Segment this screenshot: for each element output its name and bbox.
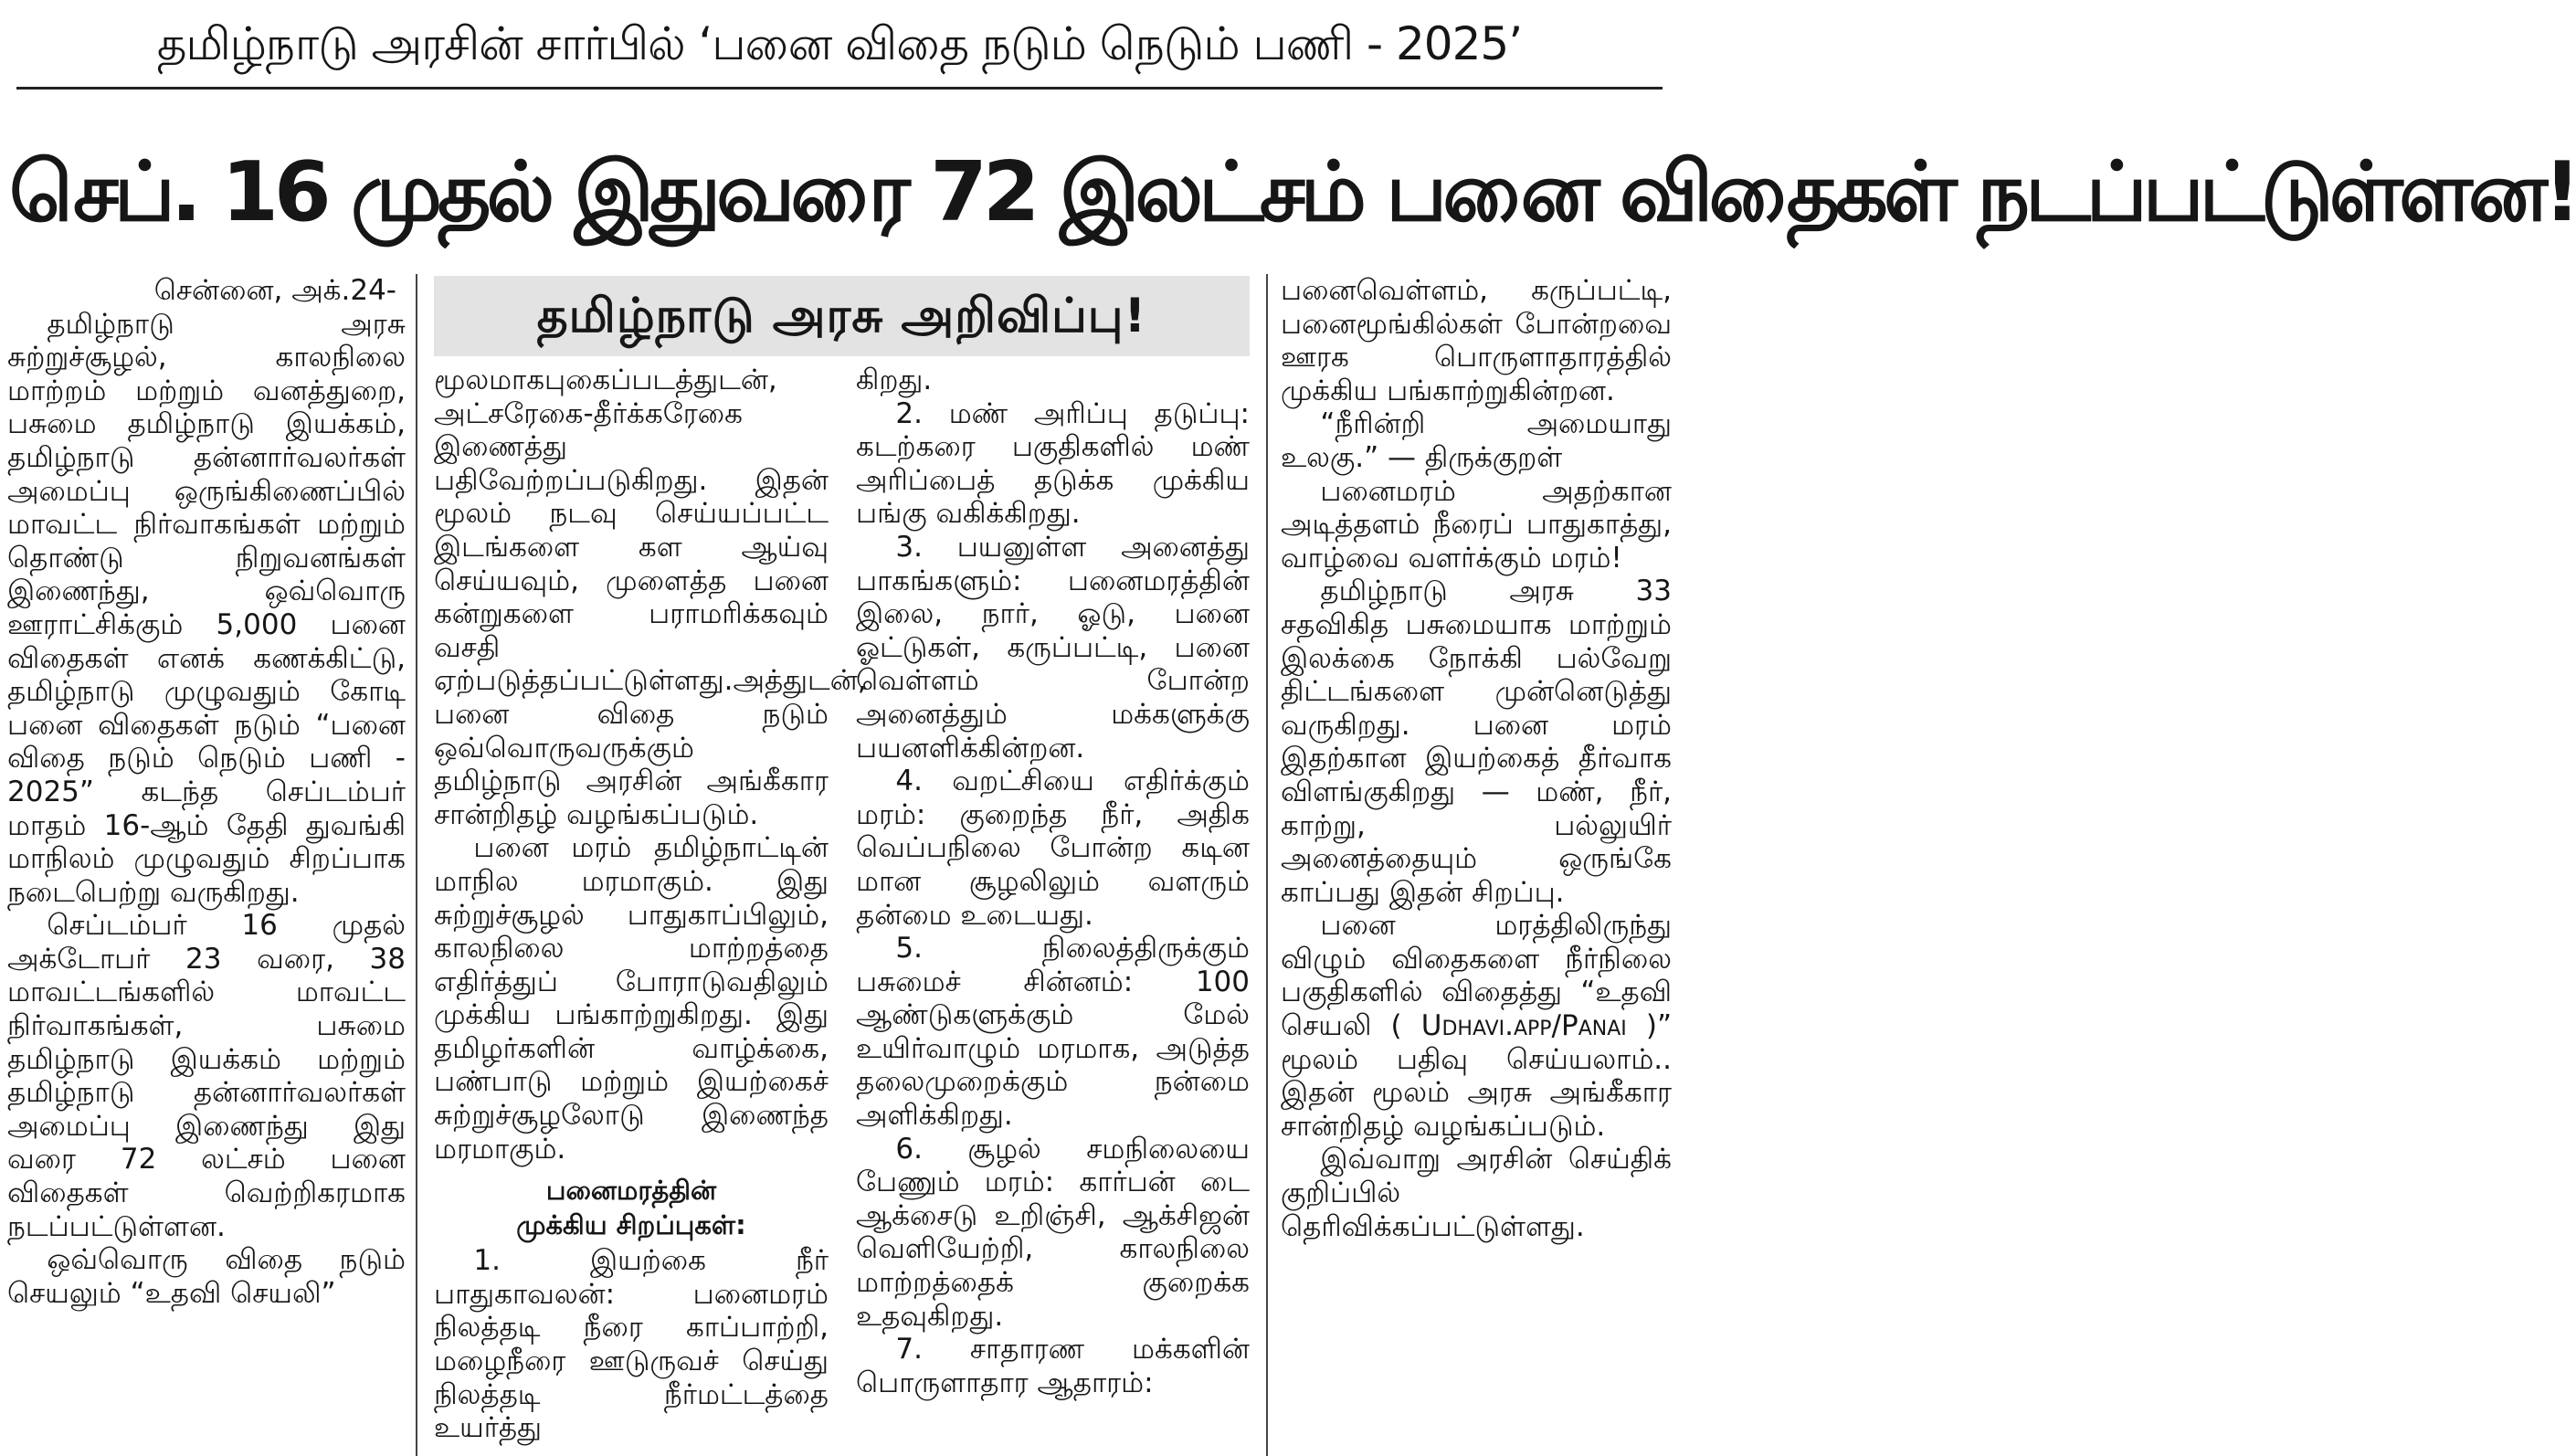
announcement-banner: தமிழ்நாடு அரசு அறிவிப்பு! [434, 276, 1250, 356]
column-1 [7, 274, 406, 1456]
text-run: பனை மரத்திலிருந்து விழும் விதைகளை நீர்நிலை பகுதிகளில் விதைத்து “உதவி செயலி ( [1281, 909, 1672, 1043]
paragraph: 1. இயற்கை நீர் பாதுகாவலன்: பனைமரம் நிலத்தடி நீரை காப்பாற்றி, மழைநீரை ஊடுருவச் செய்து நிலத்தடி நீர்மட்டத்தை உயர்த்து [434, 1244, 829, 1445]
paragraph: பனைமரம் அதற்கான அடித்தளம் நீரைப் பாதுகாத்து, வாழ்வை வளர்க்கும் மரம்! [1281, 474, 1672, 575]
column-3 [856, 364, 1250, 1456]
quote: “நீரின்றி அமையாது உலகு.” — திருக்குறள் [1281, 407, 1672, 474]
column-2 [434, 364, 867, 1456]
kicker-headline: தமிழ்நாடு அரசின் சார்பில் ‘பனை விதை நடும் நெடும் பணி - 2025’ [156, 17, 1523, 70]
subheading [434, 1173, 829, 1242]
paragraph: பனை மரம் தமிழ்நாட்டின் மாநில மரமாகும். இது சுற்றுச்சூழல் பாதுகாப்பிலும், காலநிலை மாற்றத்தை எதிர்த்துப் போராடுவதிலும் முக்கிய பங்காற்றுகிறது. இது தமிழர்களின் வாழ்க்கை, பண்பாடு மற்றும் இயற்கைச் சுற்றுச்சூழலோடு இணைந்த மரமாகும். [434, 831, 829, 1166]
paragraph: 5. நிலைத்திருக்கும் பசுமைச் சின்னம்: 100 ஆண்டுகளுக்கும் மேல் உயிர்வாழும் மரமாக, அடுத்த தலைமுறைக்கும் நன்மை அளிக்கிறது. [856, 932, 1250, 1133]
paragraph: செப்டம்பர் 16 முதல் அக்டோபர் 23 வரை, 38 மாவட்டங்களில் மாவட்ட நிர்வாகங்கள், பசுமை தமிழ்நாடு இயக்கம் மற்றும் தமிழ்நாடு தன்னார்வலர்கள் அமைப்பு இணைந்து இது வரை 72 லட்சம் பனை விதைகள் வெற்றிகரமாக நடப்பட்டுள்ளன. [7, 909, 406, 1243]
column-4 [1281, 274, 1672, 1456]
paragraph: இவ்வாறு அரசின் செய்திக் குறிப்பில் தெரிவிக்கப்பட்டுள்ளது. [1281, 1143, 1672, 1243]
dateline: சென்னை, அக்.24- [153, 274, 396, 307]
subheading-line: முக்கிய சிறப்புகள்: [516, 1209, 746, 1241]
paragraph: 3. பயனுள்ள அனைத்து பாகங்களும்: பனைமரத்தின் இலை, நார், ஓடு, பனை ஓட்டுகள், கருப்பட்டி, பனை வெள்ளம் போன்ற அனைத்தும் மக்களுக்கு பயனளிக்கின்றன. [856, 530, 1250, 765]
paragraph: மூலமாகபுகைப்படத்துடன், அட்சரேகை-தீர்க்கரேகை இணைத்து பதிவேற்றப்படுகிறது. இதன் மூலம் நடவு செய்யப்பட்ட இடங்களை கள ஆய்வு செய்யவும், முளைத்த பனை கன்றுகளை பராமரிக்கவும் வசதி ஏற்படுத்தப்பட்டுள்ளது.அத்துடன், பனை விதை நடும் ஒவ்வொருவருக்கும் தமிழ்நாடு அரசின் அங்கீகார சான்றிதழ் வழங்கப்படும். [434, 364, 867, 831]
paragraph: தமிழ்நாடு அரசு 33 சதவிகித பசுமையாக மாற்றும் இலக்கை நோக்கி பல்வேறு திட்டங்களை முன்னெடுத்து வருகிறது. பனை மரம் இதற்கான இயற்கைத் தீர்வாக விளங்குகிறது — மண், நீர், காற்று, பல்லுயிர் அனைத்தையும் ஒருங்கே காப்பது இதன் சிறப்பு. [1281, 575, 1672, 909]
paragraph: 4. வறட்சியை எதிர்க்கும் மரம்: குறைந்த நீர், அதிக வெப்பநிலை போன்ற கடின மான சூழலிலும் வளரும் தன்மை உடையது. [856, 765, 1250, 932]
subheading-line: பனைமரத்தின் [545, 1175, 717, 1207]
paragraph: 2. மண் அரிப்பு தடுப்பு: கடற்கரை பகுதிகளில் மண் அரிப்பைத் தடுக்க முக்கிய பங்கு வகிக்கிறது. [856, 396, 1250, 531]
paragraph: ஒவ்வொரு விதை நடும் செயலும் “உதவி செயலி” [7, 1243, 406, 1310]
paragraph: 6. சூழல் சமநிலையை பேணும் மரம்: கார்பன் டை ஆக்சைடு உறிஞ்சி, ஆக்சிஜன் வெளியேற்றி, காலநிலை மாற்றத்தைக் குறைக்க உதவுகிறது. [856, 1132, 1250, 1333]
paragraph: தமிழ்நாடு அரசு சுற்றுச்சூழல், காலநிலை மாற்றம் மற்றும் வனத்துறை, பசுமை தமிழ்நாடு இயக்கம், தமிழ்நாடு தன்னார்வலர்கள் அமைப்பு ஒருங்கிணைப்பில் மாவட்ட நிர்வாகங்கள் மற்றும் தொண்டு நிறுவனங்கள் இணைந்து, ஒவ்வொரு ஊராட்சிக்கும் 5,000 பனை விதைகள் எனக் கணக்கிட்டு, தமிழ்நாடு முழுவதும் கோடி பனை விதைகள் நடும் “பனை விதை நடும் நெடும் பணி - 2025” கடந்த செப்டம்பர் மாதம் 16-ஆம் தேதி துவங்கி மாநிலம் முழுவதும் சிறப்பாக நடைபெற்று வருகிறது. [7, 307, 406, 909]
app-link: Udhavi.app/Panai [1420, 1009, 1627, 1043]
column-divider [416, 274, 417, 1456]
paragraph: பனைவெள்ளம், கருப்பட்டி, பனைமூங்கில்கள் போன்றவை ஊரக பொருளாதாரத்தில் முக்கிய பங்காற்றுகின்றன. [1281, 274, 1672, 407]
paragraph: 7. சாதாரண மக்களின் பொருளாதார ஆதாரம்: [856, 1333, 1250, 1399]
main-headline: செப். 16 முதல் இதுவரை 72 இலட்சம் பனை விதைகள் நடப்பட்டுள்ளன! [9, 144, 2576, 240]
headline-rule [16, 87, 1663, 90]
paragraph [1281, 909, 1672, 1143]
column-divider [1266, 274, 1268, 1456]
text-run: )” மூலம் பதிவு செய்யலாம்.. இதன் மூலம் அரசு அங்கீகார சான்றிதழ் வழங்கப்படும். [1281, 1009, 1673, 1143]
paragraph: கிறது. [856, 364, 933, 396]
